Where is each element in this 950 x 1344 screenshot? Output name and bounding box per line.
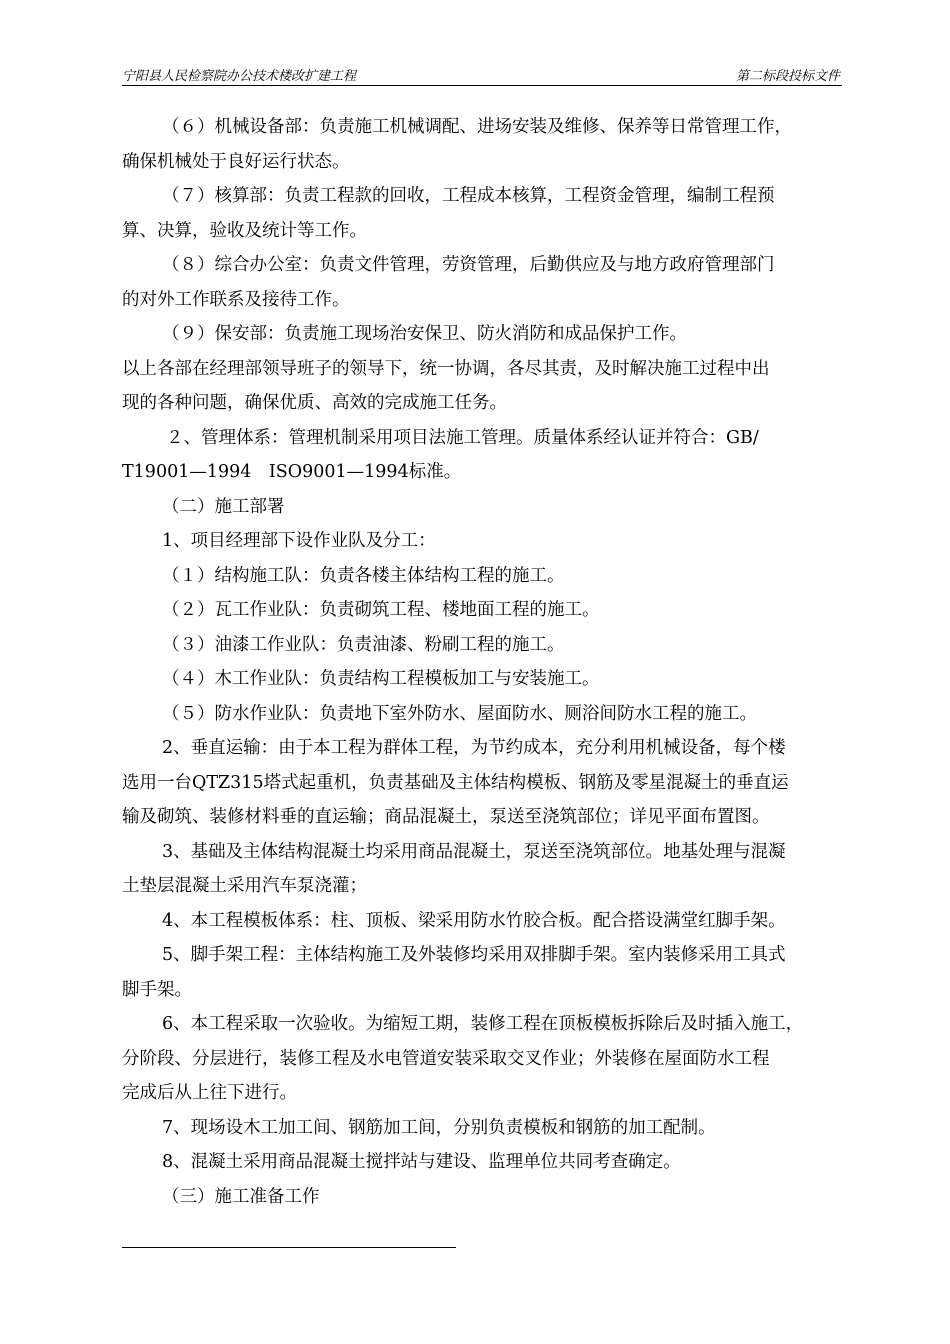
paragraph-line: 以上各部在经理部领导班子的领导下，统一协调，各尽其责，及时解决施工过程中出 <box>122 358 770 379</box>
paragraph-line: 3、基础及主体结构混凝土均采用商品混凝土，泵送至浇筑部位。地基处理与混凝 <box>162 841 786 862</box>
header-document-title: 第二标段投标文件 <box>735 69 840 84</box>
section-heading: （三）施工准备工作 <box>162 1186 320 1207</box>
paragraph-line: 输及砌筑、装修材料垂的直运输；商品混凝土，泵送至浇筑部位；详见平面布置图。 <box>122 807 770 827</box>
page-header <box>122 63 842 86</box>
paragraph-line: 6、本工程采取一次验收。为缩短工期，装修工程在顶板模板拆除后及时插入施工， <box>162 1014 804 1034</box>
paragraph-line: 完成后从上往下进行。 <box>122 1083 297 1103</box>
paragraph-line: （９）保安部：负责施工现场治安保卫、防火消防和成品保护工作。 <box>162 324 687 344</box>
paragraph-line: T19001—1994 ISO9001—1994标准。 <box>122 462 462 482</box>
paragraph-line: 的对外工作联系及接待工作。 <box>122 289 350 310</box>
paragraph-line: （３）油漆工作业队：负责油漆、粉刷工程的施工。 <box>162 634 565 655</box>
paragraph-line: （５）防水作业队：负责地下室外防水、屋面防水、厕浴间防水工程的施工。 <box>162 703 757 724</box>
paragraph-line: （８）综合办公室：负责文件管理，劳资管理，后勤供应及与地方政府管理部门 <box>162 255 775 275</box>
paragraph-line: 7、现场设木工加工间、钢筋加工间，分别负责模板和钢筋的加工配制。 <box>162 1117 716 1138</box>
paragraph-line: 现的各种问题，确保优质、高效的完成施工任务。 <box>122 393 507 413</box>
section-heading: （二）施工部署 <box>162 496 285 517</box>
footnote-separator <box>122 1247 456 1248</box>
paragraph-line: （７）核算部：负责工程款的回收，工程成本核算，工程资金管理，编制工程预 <box>162 186 775 206</box>
paragraph-line: 确保机械处于良好运行状态。 <box>122 151 350 172</box>
paragraph-line: 4、本工程模板体系：柱、顶板、梁采用防水竹胶合板。配合搭设满堂红脚手架。 <box>162 910 786 931</box>
paragraph-line: 土垫层混凝土采用汽车泵浇灌； <box>122 876 367 896</box>
paragraph-line: （６）机械设备部：负责施工机械调配、进场安装及维修、保养等日常管理工作， <box>162 117 792 137</box>
document-body <box>122 110 842 1214</box>
paragraph-line: （２）瓦工作业队：负责砌筑工程、楼地面工程的施工。 <box>162 600 600 620</box>
paragraph-line: 脚手架。 <box>122 979 192 1000</box>
paragraph-line: ２、管理体系：管理机制采用项目法施工管理。质量体系经认证并符合：GB/ <box>166 427 759 448</box>
paragraph-line: 分阶段、分层进行，装修工程及水电管道安装采取交叉作业；外装修在屋面防水工程 <box>122 1048 770 1069</box>
header-project-title: 宁阳县人民检察院办公技术楼改扩建工程 <box>122 69 357 84</box>
paragraph-line: （４）木工作业队：负责结构工程模板加工与安装施工。 <box>162 669 600 689</box>
paragraph-line: 算、决算，验收及统计等工作。 <box>122 220 367 241</box>
paragraph-line: 2、垂直运输：由于本工程为群体工程，为节约成本，充分利用机械设备，每个楼 <box>162 738 786 758</box>
paragraph-line: 1、项目经理部下设作业队及分工： <box>162 531 436 551</box>
paragraph-line: 选用一台QTZ315塔式起重机，负责基础及主体结构模板、钢筋及零星混凝土的垂直运 <box>122 772 789 793</box>
paragraph-line: 5、脚手架工程：主体结构施工及外装修均采用双排脚手架。室内装修采用工具式 <box>162 945 786 965</box>
paragraph-line: （１）结构施工队：负责各楼主体结构工程的施工。 <box>162 565 565 586</box>
paragraph-line: 8、混凝土采用商品混凝土搅拌站与建设、监理单位共同考查确定。 <box>162 1152 681 1172</box>
